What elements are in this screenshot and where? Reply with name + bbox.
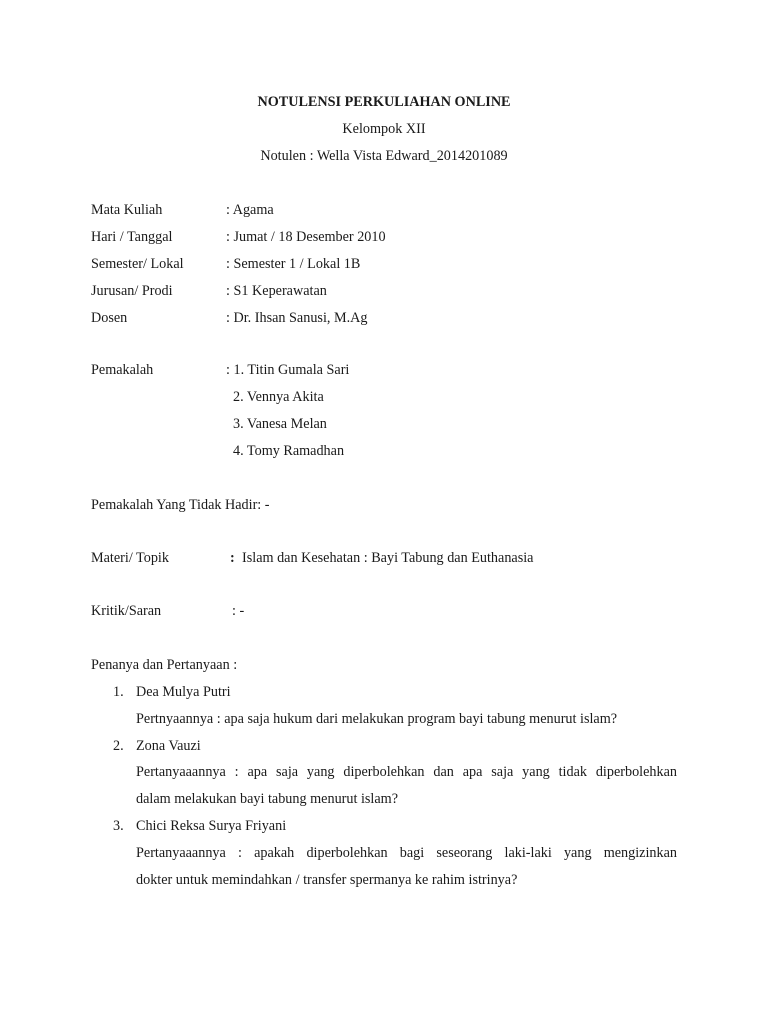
info-value-hari-tanggal: : Jumat / 18 Desember 2010 (226, 229, 386, 245)
questions-heading: Penanya dan Pertanyaan : (91, 657, 238, 673)
asker-name: Chici Reksa Surya Friyani (136, 818, 287, 834)
pemakalah-item: 3. Vanesa Melan (233, 416, 327, 432)
question-text: Pertanyaaannya : apakah diperbolehkan bagi seseorang laki-laki yang mengizinkan (136, 845, 677, 861)
info-label-jurusan: Jurusan/ Prodi (91, 283, 173, 299)
info-label-dosen: Dosen (91, 310, 128, 326)
kritik-value: : - (232, 603, 245, 619)
document-title: NOTULENSI PERKULIAHAN ONLINE (257, 94, 511, 110)
question-text-continued: dalam melakukan bayi tabung menurut islam? (136, 791, 398, 807)
info-label-semester: Semester/ Lokal (91, 256, 184, 272)
question-number: 2. (113, 738, 124, 754)
kritik-label: Kritik/Saran (91, 603, 162, 619)
info-value-semester: : Semester 1 / Lokal 1B (226, 256, 361, 272)
info-label-mata-kuliah: Mata Kuliah (91, 202, 163, 218)
pemakalah-item: : 1. Titin Gumala Sari (226, 362, 350, 378)
question-number: 3. (113, 818, 124, 834)
question-number: 1. (113, 684, 124, 700)
group-name: Kelompok XII (342, 121, 426, 137)
info-value-jurusan: : S1 Keperawatan (226, 283, 327, 299)
info-value-mata-kuliah: : Agama (226, 202, 274, 218)
question-text: Pertnyaannya : apa saja hukum dari melakukan program bayi tabung menurut islam? (136, 711, 618, 727)
asker-name: Zona Vauzi (136, 738, 201, 754)
asker-name: Dea Mulya Putri (136, 684, 231, 700)
pemakalah-item: 4. Tomy Ramadhan (233, 443, 345, 459)
materi-label: Materi/ Topik (91, 550, 169, 566)
pemakalah-label: Pemakalah (91, 362, 154, 378)
question-text: Pertanyaaannya : apa saja yang diperbolehkan dan apa saja yang tidak diperbolehkan (136, 764, 677, 780)
pemakalah-item: 2. Vennya Akita (233, 389, 324, 405)
notulen-line: Notulen : Wella Vista Edward_2014201089 (260, 148, 508, 164)
info-value-dosen: : Dr. Ihsan Sanusi, M.Ag (226, 310, 368, 326)
info-label-hari-tanggal: Hari / Tanggal (91, 229, 173, 245)
absent-presenters: Pemakalah Yang Tidak Hadir: - (91, 497, 270, 513)
materi-value: Islam dan Kesehatan : Bayi Tabung dan Euthanasia (242, 550, 534, 566)
question-text-continued: dokter untuk memindahkan / transfer spermanya ke rahim istrinya? (136, 872, 518, 888)
materi-colon: : (230, 550, 235, 566)
